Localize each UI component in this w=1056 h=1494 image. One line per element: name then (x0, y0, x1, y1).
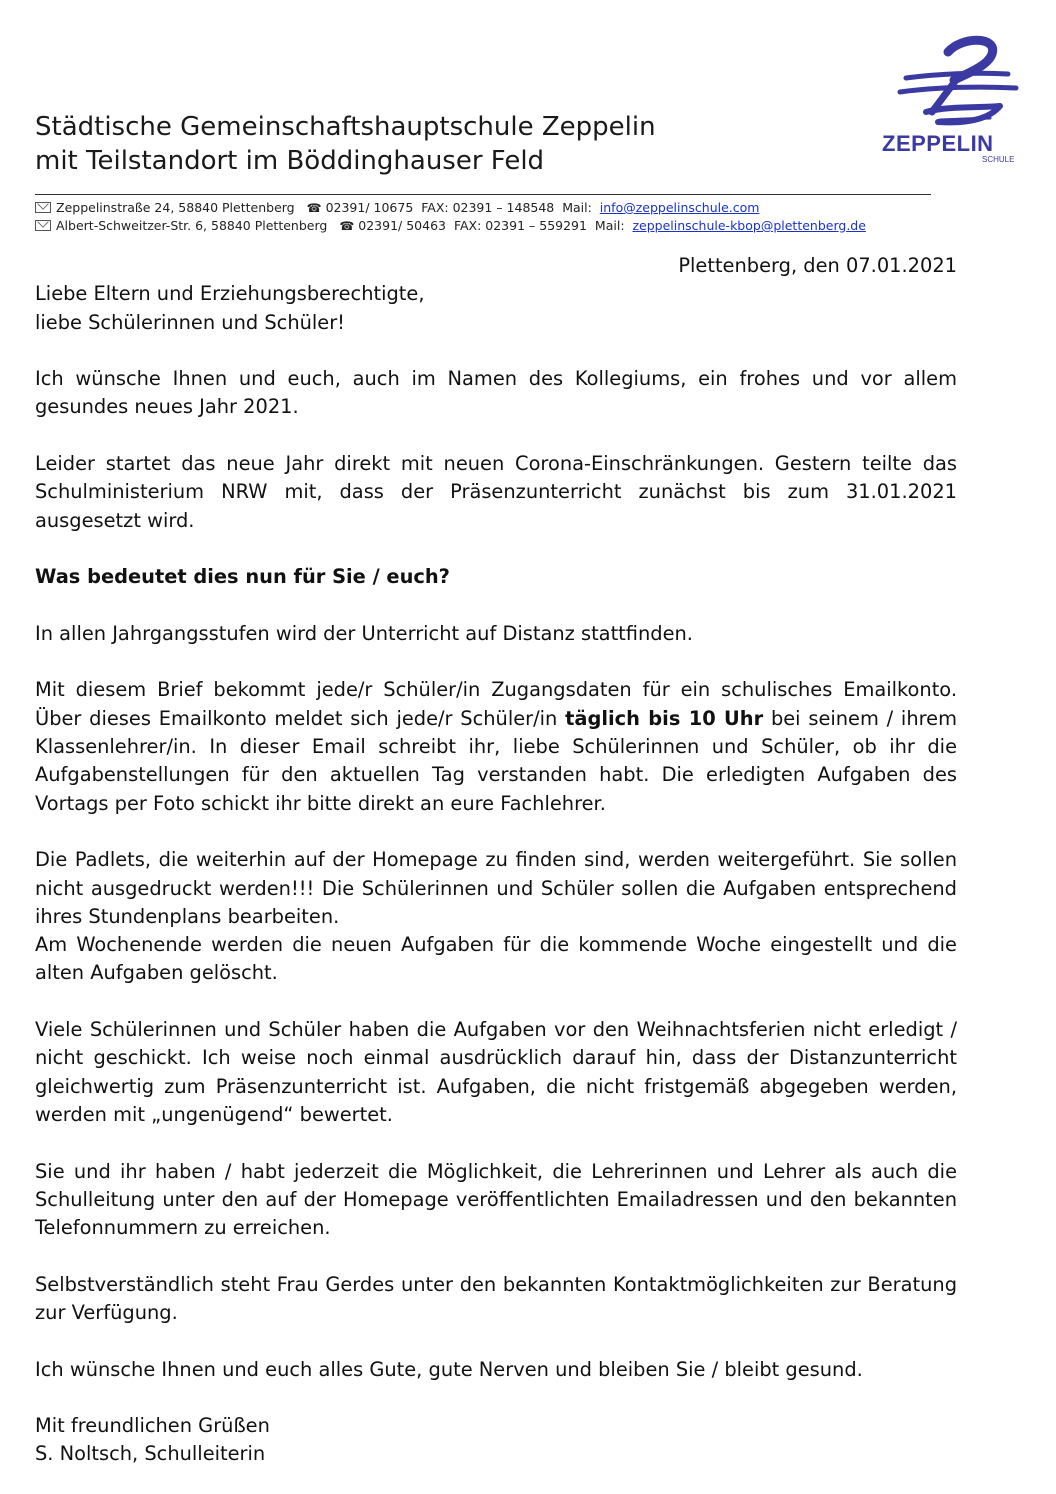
email-link[interactable]: info@zeppelinschule.com (599, 200, 760, 215)
paragraph-weekend-tasks: Am Wochenende werden die neuen Aufgaben für die kommende Woche eingestellt und die alten Aufgaben gelöscht. (35, 933, 957, 985)
header-divider (35, 194, 931, 195)
mail-label: Mail: (562, 200, 592, 215)
school-name-line-1: Städtische Gemeinschaftshauptschule Zeppelin (35, 112, 656, 142)
paragraph-wishes: Ich wünsche Ihnen und euch alles Gute, gute Nerven und bleiben Sie / bleibt gesund. (35, 1357, 863, 1381)
deadline-highlight: täglich bis 10 Uhr (565, 706, 764, 730)
logo-text: ZEPPELIN (882, 131, 994, 156)
phone-icon: ☎ (306, 201, 322, 215)
phone-number: 02391/ 10675 (325, 200, 414, 215)
email-account-text-a: Mit diesem Brief bekommt jede/r Schüler/in Zugangsdaten für ein schulisches Emailkonto. Über dieses Emailkonto meldet sich jede/r Schüler/in (35, 678, 957, 730)
paragraph-new-year: Ich wünsche Ihnen und euch, auch im Namen des Kollegiums, ein frohes und vor allem gesundes neues Jahr 2021. (35, 367, 957, 419)
signature: S. Noltsch, Schulleiterin (35, 1442, 266, 1466)
paragraph-contact-options: Sie und ihr haben / habt jederzeit die Möglichkeit, die Lehrerinnen und Lehrer als auch die Schulleitung unter den auf der Homepage veröffentlichten Emailadressen und den bekannten Telefonnummern zu erreichen. (35, 1159, 957, 1240)
email-link[interactable]: zeppelinschule-kbop@plettenberg.de (632, 218, 866, 233)
paragraph-email-account (35, 676, 957, 817)
closing-phrase: Mit freundlichen Grüßen (35, 1414, 270, 1438)
paragraph-distance-learning: In allen Jahrgangsstufen wird der Unterricht auf Distanz stattfinden. (35, 621, 693, 645)
letter-body (35, 252, 957, 1469)
paragraph-grading: Viele Schülerinnen und Schüler haben die Aufgaben vor den Weihnachtsferien nicht erledigt / nicht geschickt. Ich weise noch einmal ausdrücklich darauf hin, dass der Distanzunterricht gleichwertig zum Präsenzunterricht ist. Aufgaben, die nicht fristgemäß abgegeben werden, werden mit „ungenügend“ bewertet. (35, 1018, 957, 1126)
salutation-line-2: liebe Schülerinnen und Schüler! (35, 310, 345, 334)
paragraph-counseling: Selbstverständlich steht Frau Gerdes unter den bekannten Kontaktmöglichkeiten zur Beratung zur Verfügung. (35, 1272, 957, 1324)
envelope-icon (35, 202, 51, 213)
address: Zeppelinstraße 24, 58840 Plettenberg (56, 200, 295, 215)
mail-label: Mail: (594, 218, 625, 233)
fax-number: FAX: 02391 – 148548 (421, 200, 555, 215)
paragraph-restrictions: Leider startet das neue Jahr direkt mit neuen Corona-Einschränkungen. Gestern teilte das Schulministerium NRW mit, dass der Präsenzunterricht zunächst bis zum 31.01.2021 ausgesetzt wird. (35, 452, 957, 532)
address: Albert-Schweitzer-Str. 6, 58840 Plettenberg (56, 218, 328, 233)
zeppelin-school-logo (866, 34, 1026, 166)
paragraph-padlets: Die Padlets, die weiterhin auf der Homepage zu finden sind, werden weitergeführt. Sie sollen nicht ausgedruckt werden!!! Die Schülerinnen und Schüler sollen die Aufgaben entsprechend ihres Stundenplans bearbeiten. (35, 848, 957, 928)
salutation-line-1: Liebe Eltern und Erziehungsberechtigte, (35, 282, 425, 306)
logo-subtext: SCHULE (982, 155, 1015, 164)
fax-number: FAX: 02391 – 559291 (453, 218, 587, 233)
phone-number: 02391/ 50463 (358, 218, 446, 233)
envelope-icon (35, 220, 51, 231)
letter-date: Plettenberg, den 07.01.2021 (678, 254, 957, 277)
school-name-heading (35, 110, 815, 178)
email-account-text-b: bei seinem / ihrem Klassenlehrer/in. In dieser Email schreibt ihr, liebe Schülerinnen und Schüler, ob ihr die Aufgabenstellungen für den aktuellen Tag verstanden habt. Die erledigten Aufgaben des Vortags per Foto schickt ihr bitte direkt an eure Fachlehrer. (35, 706, 957, 815)
contact-line-main-site (35, 200, 759, 215)
school-name-line-2: mit Teilstandort im Böddinghauser Feld (35, 146, 545, 176)
section-heading: Was bedeutet dies nun für Sie / euch? (35, 565, 450, 589)
contact-line-branch-site (35, 218, 866, 233)
phone-icon: ☎ (339, 219, 355, 233)
